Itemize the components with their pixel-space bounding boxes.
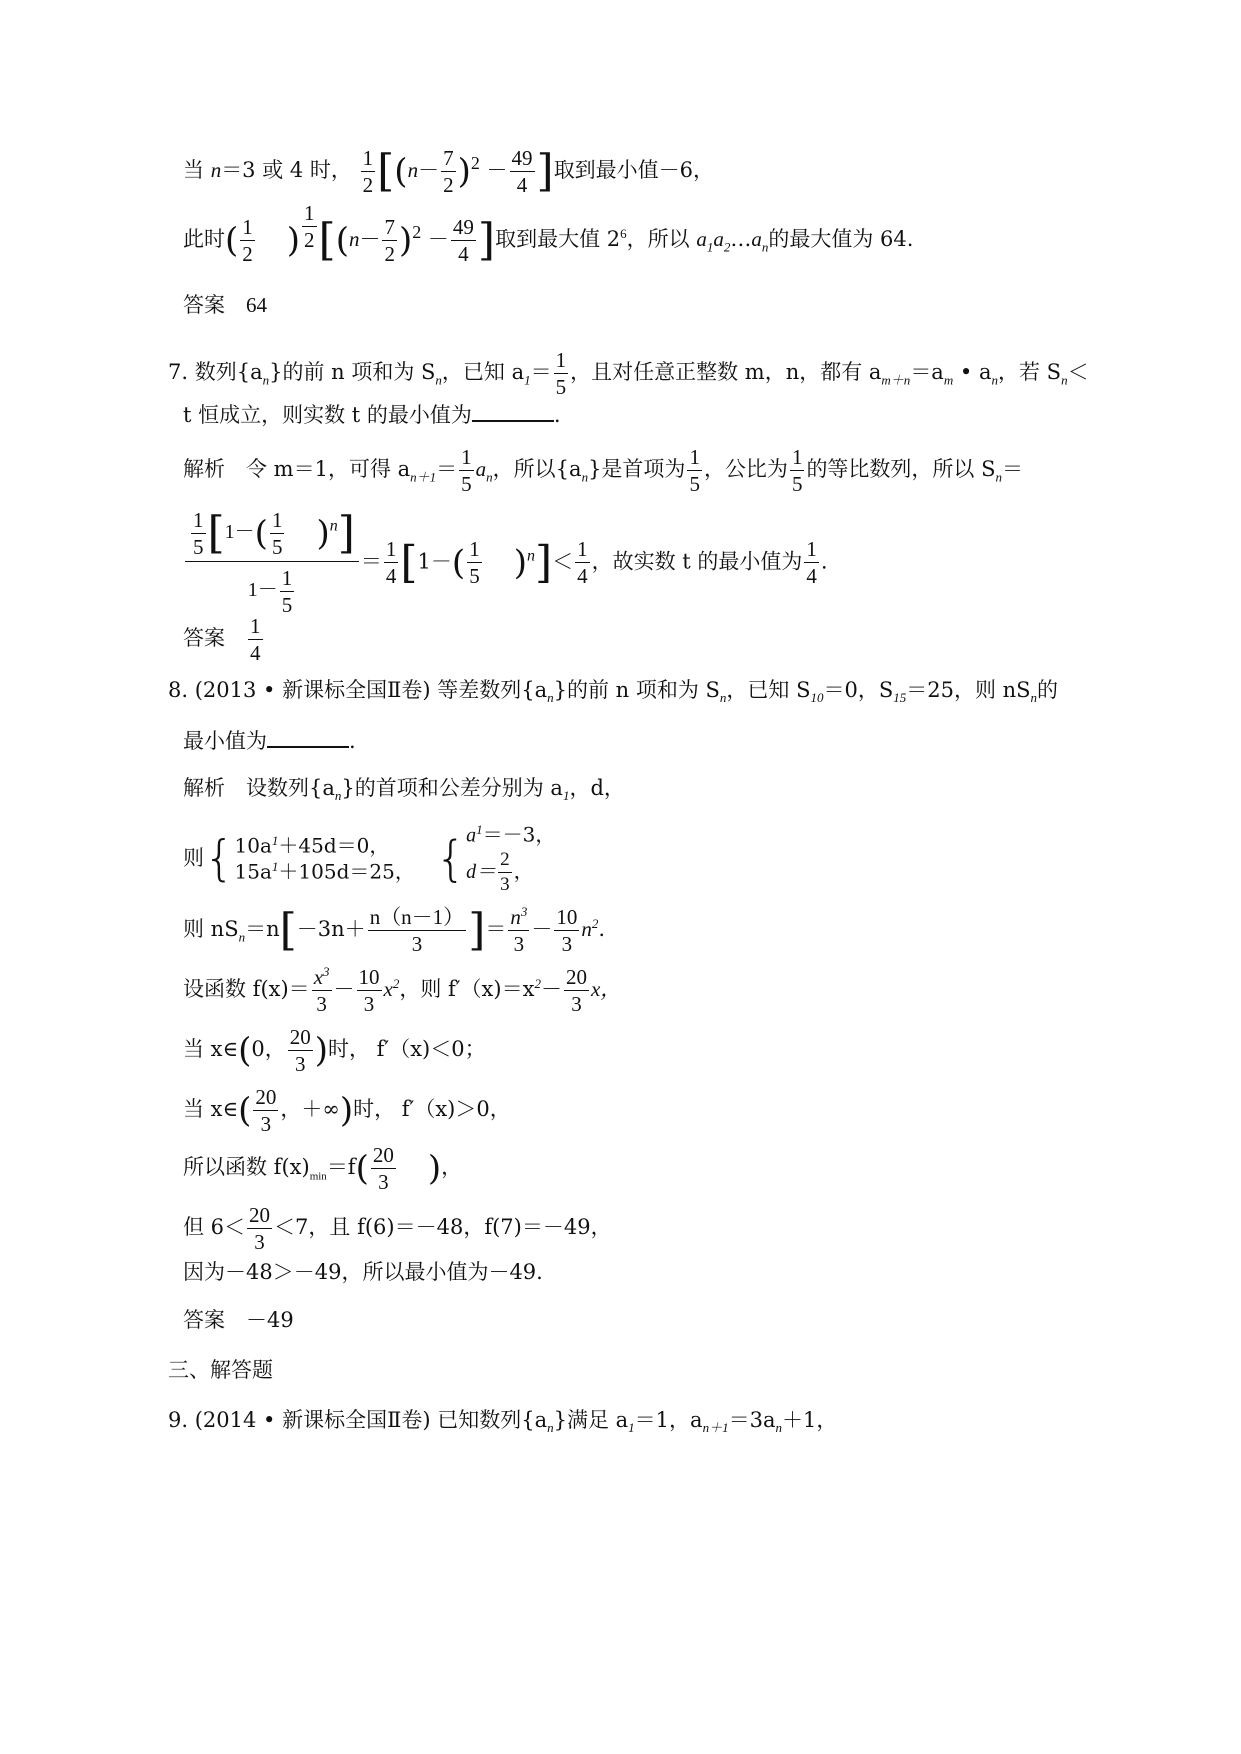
geometric-sum-fraction: $\frac{1}{5}$ [1－( $\frac{1}{5}$ )$^n$] 1－ $\frac{1}{5}$ — [185, 508, 359, 618]
question-7-line1: 7. 数列$\{a_n\}$的前 n 项和为 $S_n$，已知 $a_1=$ $\frac{1}{5}$ ，且对任意正整数 m，n，都有 $a_{m+n}=a_m$ • $a_n$，若 $S_n<$ — [168, 348, 1089, 400]
question-9-line1: 9. (2014 • 新课标全国Ⅱ卷) 已知数列$\{a_n\}$满足 $a_1=1$，$a_{n+1}=3a_n+1$， — [168, 1408, 838, 1436]
equation-system: 则{ $10a^1+45d=0$， $15a^1+105d=25$， { $a^1=-3$， d＝ $\frac{2}{3}$ ， — [183, 822, 556, 895]
answer-q7: 答案 $\frac{1}{4}$ — [183, 614, 261, 666]
answer-blank — [472, 402, 554, 422]
solution-line-min-6: 当 n＝3 或 4 时， $\frac{1}{2}$ [(n－ $\frac{7}{2}$ )$^2$ － $\frac{49}{4}$ ]取到最小值－6， — [183, 145, 715, 198]
conclusion-line: 因为－48＞－49，所以最小值为－49. — [183, 1260, 543, 1284]
analysis-q7-line1: 解析 令 m＝1，可得 $a_{n+1}=$ $\frac{1}{5}$ $a_n$，所以$\{a_n\}$是首项为 $\frac{1}{5}$ ，公比为 $\frac{1}{5}$ 的等比数列，所以 $S_n=$ — [183, 445, 1023, 497]
fraction-49-quarters: $\frac{49}{4}$ — [511, 146, 533, 198]
fraction-seven-halves: $\frac{7}{2}$ — [443, 146, 454, 198]
fraction-one-fifth: $\frac{1}{5}$ — [555, 348, 567, 400]
solution-line-max-64: 此时( $\frac{1}{2}$ ) $\frac{1}{2}$ [(n－ $\frac{7}{2}$ )$^2$ － $\frac{49}{4}$ ]取到最大值 $2^6$，所以 $a_1a_2\dots a_n$的最大值为 64. — [183, 201, 914, 267]
fraction-half-exponent: $\frac{1}{2}$ — [304, 201, 315, 253]
fraction-half: $\frac{1}{2}$ — [242, 215, 253, 267]
question-8-line2: 最小值为 . — [183, 729, 356, 753]
section-heading: 三、解答题 — [168, 1358, 273, 1382]
function-minimum: 所以函数 $f(x)_{min}=f$( $\frac{20}{3}$ )， — [183, 1143, 463, 1195]
fraction-half: $\frac{1}{2}$ — [362, 146, 374, 198]
analysis-q7-sum-formula: $\frac{1}{5}$ [1－( $\frac{1}{5}$ )$^n$] 1－ $\frac{1}{5}$ ＝ $\frac{1}{4}$ [1－( $\frac{1}{5}$ )$^n$]＜ $\frac{1}{4}$ ，故实数 t 的最小值为 $\frac{1}{4}$ . — [183, 508, 828, 618]
integer-comparison: 但 6＜ $\frac{20}{3}$ ＜7，且 f(6)＝－48，f(7)＝－49， — [183, 1203, 612, 1255]
answer-q8: 答案 －49 — [183, 1308, 294, 1332]
derivative-negative-interval: 当 x∈(0， $\frac{20}{3}$ )时， f′（x)＜0； — [183, 1025, 486, 1077]
answer-q6: 答案 64 — [183, 293, 267, 317]
answer-blank — [267, 728, 349, 748]
question-8-line1: 8. (2013 • 新课标全国Ⅱ卷) 等差数列$\{a_n\}$的前 n 项和为 $S_n$，已知 $S_{10}=0$，$S_{15}=25$，则 $nS_n$的 — [168, 678, 1059, 706]
analysis-q8-line1: 解析 设数列$\{a_n\}$的首项和公差分别为 $a_1$，d， — [183, 776, 625, 804]
function-definition: 设函数 f(x)＝ $\frac{x^3}{3}$ － $\frac{10}{3}$ $x^2$，则 $f'(x)=x^2-$ $\frac{20}{3}$ x， — [183, 964, 622, 1017]
answer-fraction-quarter: $\frac{1}{4}$ — [250, 614, 261, 666]
nsn-expression: 则 $nS_n=n[-3n+$ $\frac{n(n-1)}{3}$ ]＝ $\frac{n^3}{3}$ － $\frac{10}{3}$ $n^2$. — [183, 904, 606, 957]
question-7-line2: t 恒成立，则实数 t 的最小值为 . — [183, 403, 561, 427]
derivative-positive-interval: 当 x∈( $\frac{20}{3}$ ，＋∞)时， f′（x)＞0， — [183, 1085, 511, 1137]
